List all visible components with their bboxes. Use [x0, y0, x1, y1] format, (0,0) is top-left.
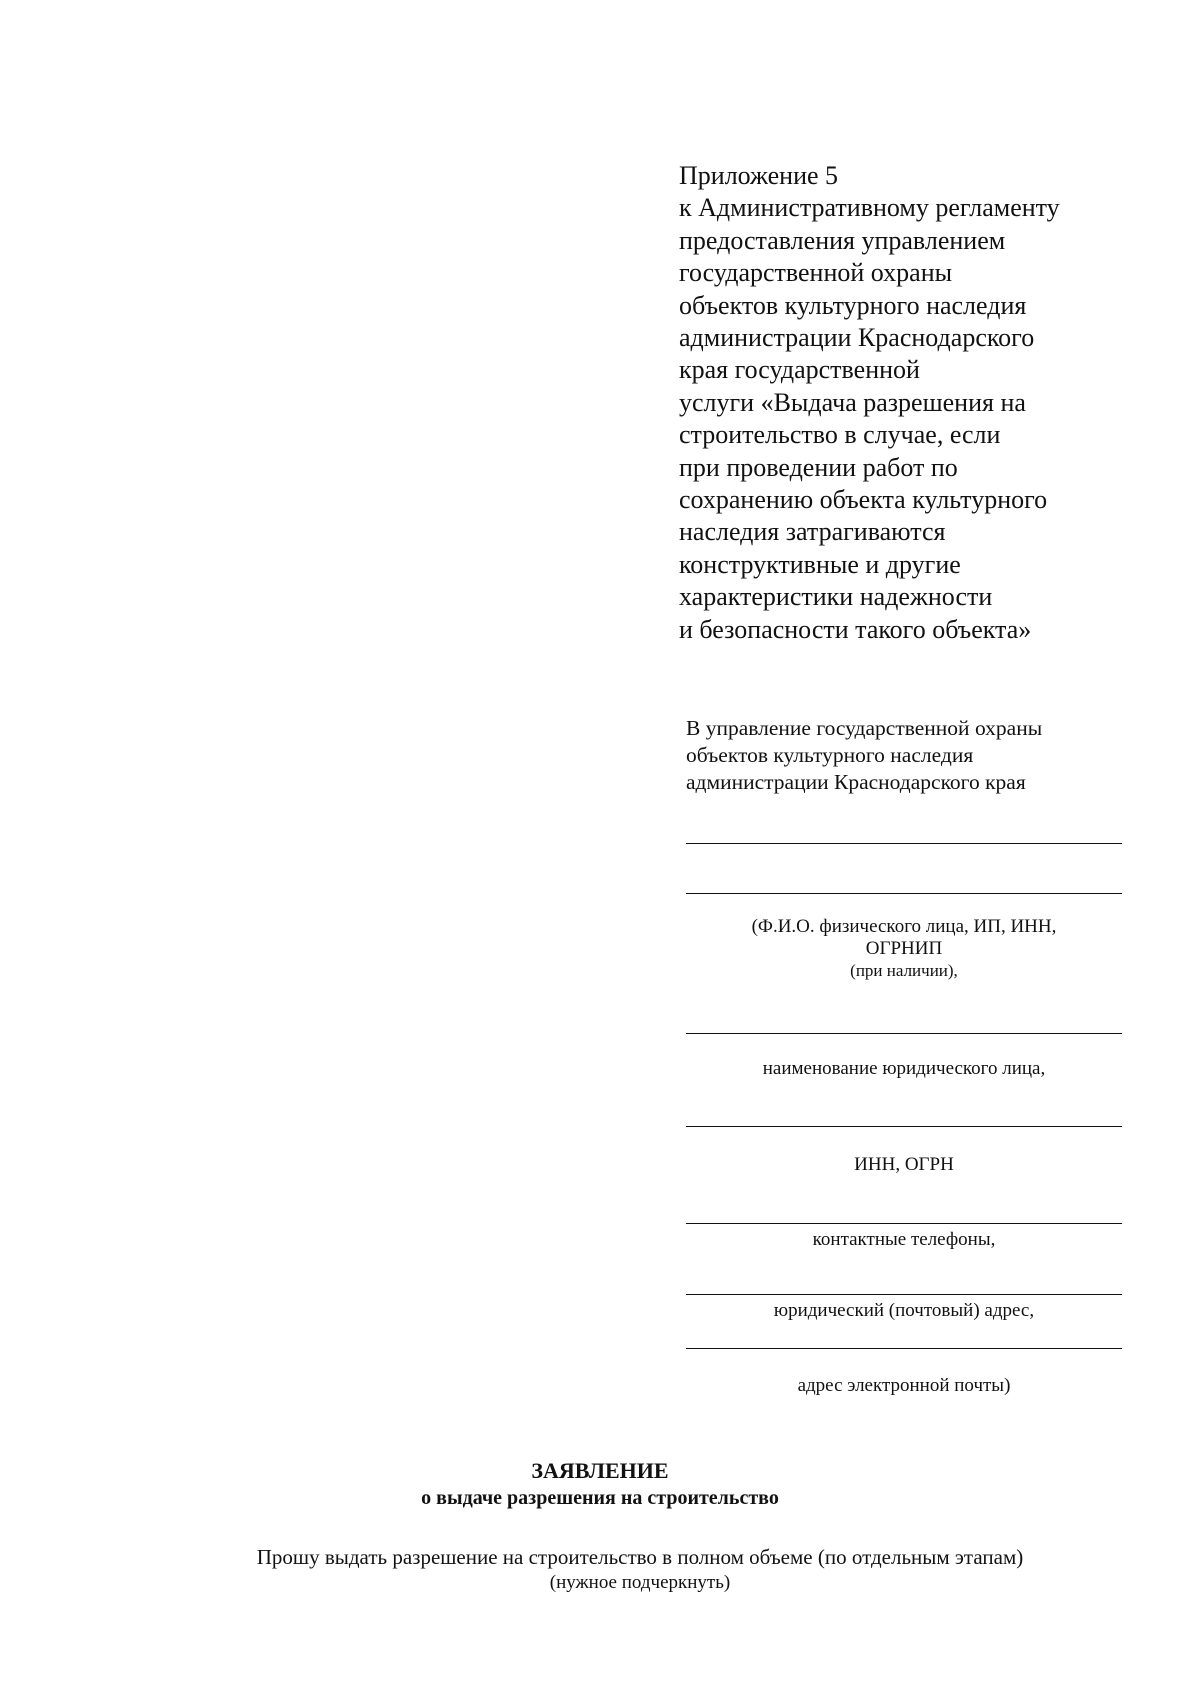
annex-line: конструктивные и другие — [679, 549, 961, 579]
addressee-line: В управление государственной охраны — [686, 716, 1043, 740]
annex-line: государственной охраны — [679, 258, 953, 288]
annex-line: и безопасности такого объекта» — [679, 614, 1032, 644]
annex-line: при проведении работ по — [679, 452, 958, 482]
email-caption: адрес электронной почты) — [797, 1375, 1011, 1396]
annex-line: края государственной — [679, 355, 920, 385]
annex-line: объектов культурного наследия — [679, 290, 1027, 320]
annex-line: Приложение 5 — [679, 161, 839, 190]
legal-name-caption: наименование юридического лица, — [762, 1058, 1046, 1079]
annex-header — [679, 160, 1149, 646]
fio-blank-line-1[interactable] — [686, 843, 1122, 844]
address-blank-line[interactable] — [686, 1294, 1122, 1295]
fio-caption-line: ОГРНИП — [865, 938, 943, 959]
email-blank-line[interactable] — [686, 1348, 1122, 1349]
annex-line: администрации Краснодарского — [679, 323, 1035, 353]
inn-ogrn-blank-line[interactable] — [686, 1126, 1122, 1127]
annex-line: к Административному регламенту — [679, 193, 1060, 223]
addressee-line: объектов культурного наследия — [686, 743, 974, 767]
fio-caption-line: (Ф.И.О. физического лица, ИП, ИНН, — [751, 916, 1057, 937]
annex-line: услуги «Выдача разрешения на — [679, 387, 1026, 417]
addressee-line: администрации Краснодарского края — [686, 770, 1026, 794]
statement-subtitle: о выдаче разрешения на строительство — [421, 1487, 779, 1509]
annex-line: характеристики надежности — [679, 582, 993, 612]
legal-name-blank-line[interactable] — [686, 1033, 1122, 1034]
fio-caption-note: (при наличии), — [850, 961, 958, 980]
addressee-block — [686, 715, 1126, 796]
annex-line: наследия затрагиваются — [679, 517, 946, 547]
inn-ogrn-caption: ИНН, ОГРН — [854, 1154, 954, 1175]
statement-request-note: (нужное подчеркнуть) — [549, 1572, 731, 1593]
fio-caption — [686, 916, 1122, 982]
address-caption: юридический (почтовый) адрес, — [773, 1300, 1035, 1321]
phones-caption: контактные телефоны, — [812, 1229, 996, 1250]
annex-line: сохранению объекта культурного — [679, 485, 1048, 515]
phones-blank-line[interactable] — [686, 1223, 1122, 1224]
fio-blank-line-2[interactable] — [686, 893, 1122, 894]
statement-title: ЗАЯВЛЕНИЕ — [531, 1458, 669, 1483]
annex-line: строительство в случае, если — [679, 420, 1001, 450]
statement-request: Прошу выдать разрешение на строительство в полном объеме (по отдельным этапам) — [256, 1545, 1024, 1569]
annex-line: предоставления управлением — [679, 225, 1006, 255]
